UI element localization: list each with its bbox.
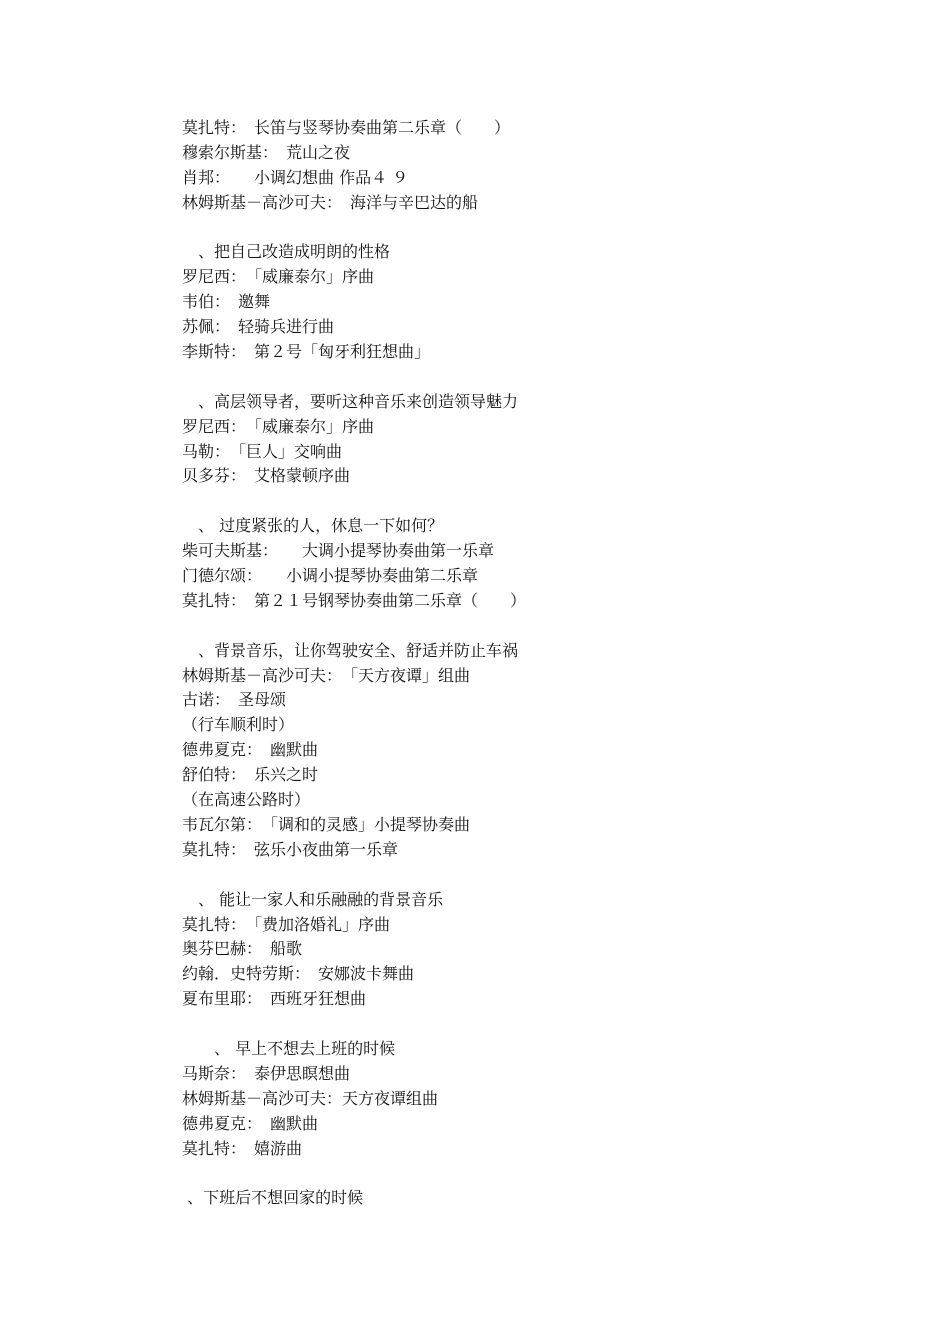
text-line: 罗尼西： 「威廉泰尔」序曲 [182,267,375,287]
text-line: 奥芬巴赫： 船歌 [182,939,303,959]
text-line: 柴可夫斯基： 大调小提琴协奏曲第一乐章 [182,541,495,561]
text-line: （行车顺利时） [182,715,295,735]
text-line: 夏布里耶： 西班牙狂想曲 [182,989,367,1009]
text-line: 德弗夏克： 幽默曲 [182,1113,319,1133]
section-heading: 、把自己改造成明朗的性格 [182,242,391,262]
section-heading: 、 能让一家人和乐融融的背景音乐 [182,889,444,909]
text-line: 罗尼西： 「威廉泰尔」序曲 [182,416,375,436]
blank-line [182,863,882,888]
blank-line [182,216,882,241]
section-heading: 、 早上不想去上班的时候 [182,1038,396,1058]
text-line: 韦伯： 邀舞 [182,292,271,312]
text-line: 莫扎特： 第２１号钢琴协奏曲第二乐章（ ） [182,590,527,610]
music-recommendation-list [182,116,882,1211]
section-heading: 、 过度紧张的人，休息一下如何？ [182,516,444,536]
section-heading: 、下班后不想回家的时候 [182,1188,364,1208]
text-line: 马勒： 「巨人」交响曲 [182,441,343,461]
text-line: 肖邦： 小调幻想曲 作品４ ９ [182,167,409,187]
text-line: 穆索尔斯基： 荒山之夜 [182,142,351,162]
text-line: 莫扎特： 「费加洛婚礼」序曲 [182,914,391,934]
text-line: （在高速公路时） [182,790,311,810]
text-line: 古诺： 圣母颂 [182,690,287,710]
text-line: 林姆斯基－高沙可夫： 「天方夜谭」组曲 [182,665,471,685]
blank-line [182,1161,882,1186]
text-line: 舒伯特： 乐兴之时 [182,765,319,785]
text-line: 门德尔颂： 小调小提琴协奏曲第二乐章 [182,566,479,586]
blank-line [182,365,882,390]
text-line: 林姆斯基－高沙可夫： 海洋与辛巴达的船 [182,192,479,212]
text-line: 莫扎特： 弦乐小夜曲第一乐章 [182,839,399,859]
section-heading: 、高层领导者，要听这种音乐来创造领导魅力 [182,391,519,411]
text-line: 韦瓦尔第： 「调和的灵感」小提琴协奏曲 [182,814,471,834]
blank-line [182,614,882,639]
text-line: 李斯特： 第２号「匈牙利狂想曲」 [182,342,431,362]
text-line: 德弗夏克： 幽默曲 [182,740,319,760]
text-line: 马斯奈： 泰伊思瞑想曲 [182,1063,351,1083]
text-line: 贝多芬： 艾格蒙顿序曲 [182,466,351,486]
text-line: 苏佩： 轻骑兵进行曲 [182,317,335,337]
text-line: 莫扎特： 长笛与竖琴协奏曲第二乐章（ ） [182,118,511,137]
blank-line [182,1012,882,1037]
text-line: 莫扎特： 嬉游曲 [182,1138,303,1158]
text-line: 林姆斯基－高沙可夫：天方夜谭组曲 [182,1088,439,1108]
text-line: 约翰．史特劳斯： 安娜波卡舞曲 [182,964,415,984]
section-heading: 、背景音乐，让你驾驶安全、舒适并防止车祸 [182,640,519,660]
blank-line [182,489,882,514]
